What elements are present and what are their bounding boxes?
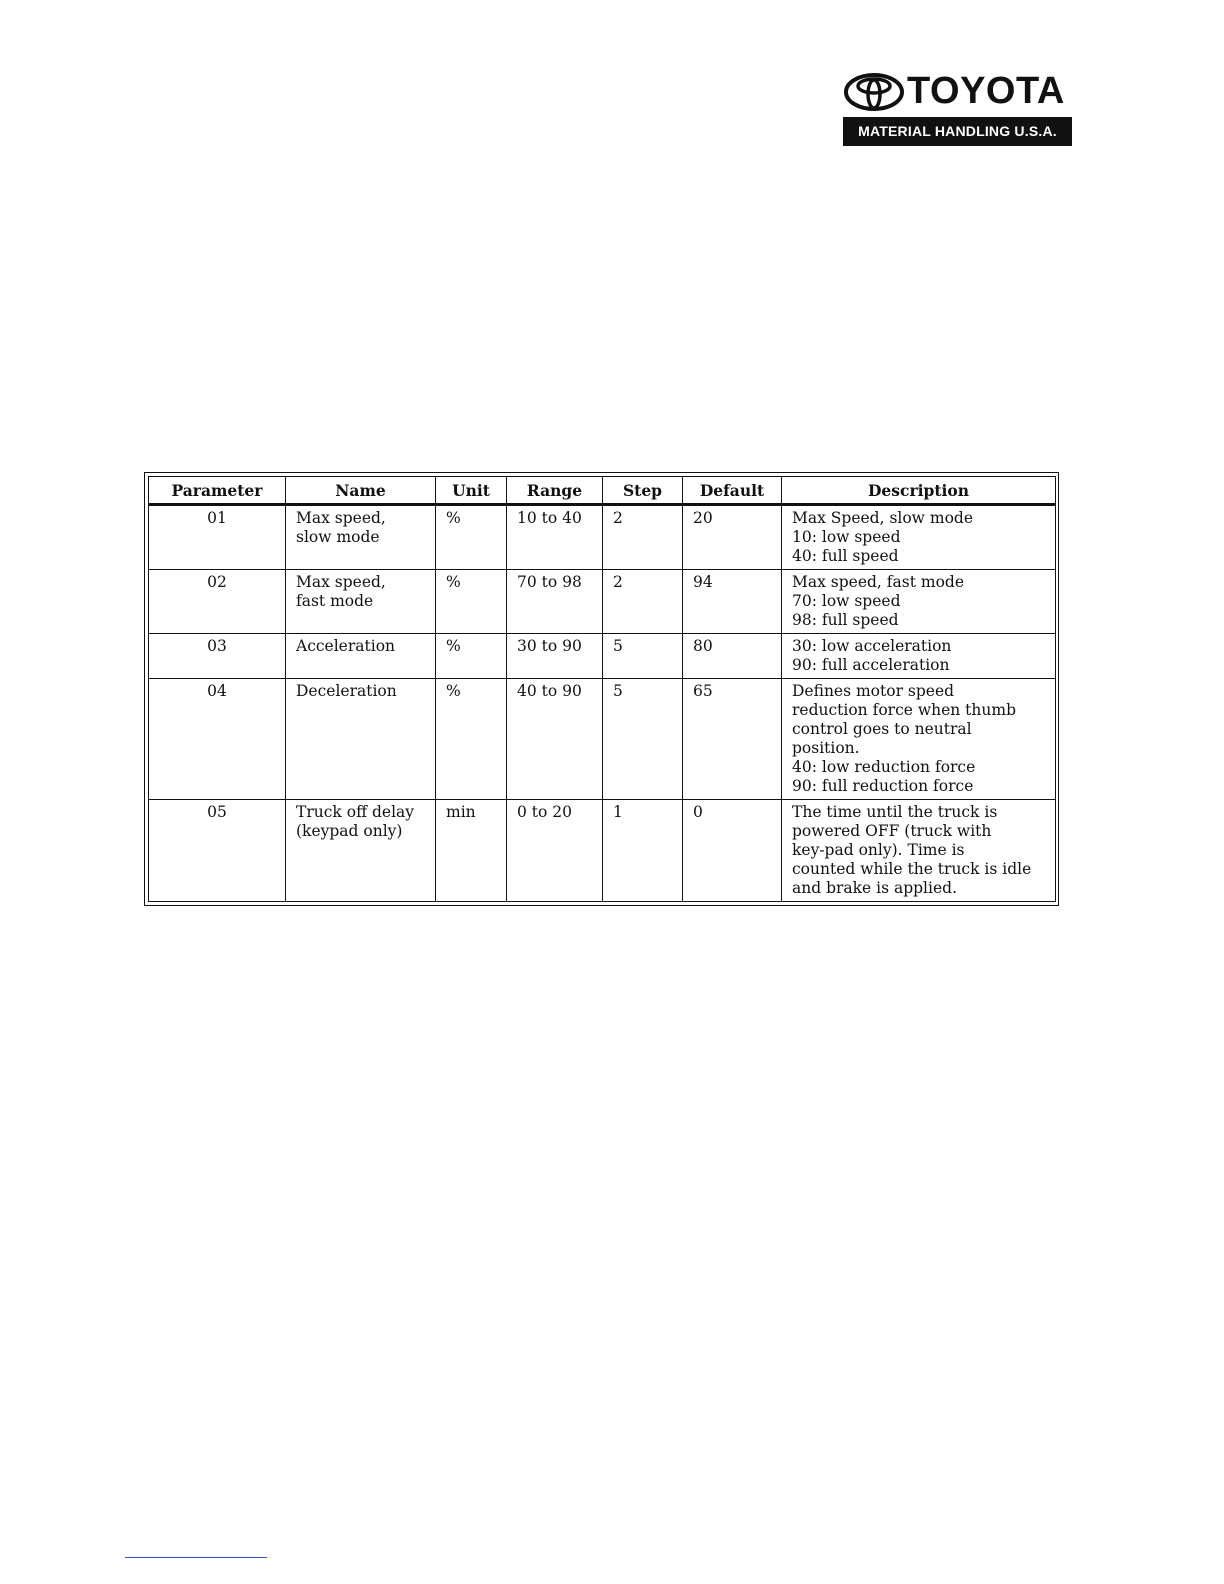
- parameter-table: [144, 472, 1059, 906]
- cell-description: [782, 505, 1056, 570]
- cell-description-line: The time until the truck is: [792, 803, 998, 821]
- cell-name: [286, 634, 436, 679]
- cell-description: [782, 679, 1056, 800]
- cell-description-line: 10: low speed: [792, 528, 901, 546]
- table-row: [149, 634, 1056, 679]
- cell-default: 0: [683, 800, 782, 902]
- cell-range: 40 to 90: [507, 679, 603, 800]
- cell-description-line: Max speed, fast mode: [792, 573, 964, 591]
- column-header-step: Step: [603, 477, 683, 505]
- column-header-name: Name: [286, 477, 436, 505]
- logo-tagline: MATERIAL HANDLING U.S.A.: [843, 117, 1072, 146]
- cell-description-line: and brake is applied.: [792, 879, 957, 897]
- cell-unit: %: [436, 679, 507, 800]
- cell-parameter: 05: [149, 800, 286, 902]
- cell-range: 0 to 20: [507, 800, 603, 902]
- cell-name: [286, 679, 436, 800]
- column-header-range: Range: [507, 477, 603, 505]
- table-header-row: [149, 477, 1056, 505]
- cell-description: [782, 634, 1056, 679]
- parameter-table-grid: [148, 476, 1056, 902]
- cell-parameter: 03: [149, 634, 286, 679]
- cell-description-line: 90: full acceleration: [792, 656, 950, 674]
- cell-name-line: slow mode: [296, 528, 380, 546]
- cell-name: [286, 505, 436, 570]
- cell-unit: %: [436, 505, 507, 570]
- column-header-default: Default: [683, 477, 782, 505]
- cell-description-line: key-pad only). Time is: [792, 841, 965, 859]
- logo-top: [843, 68, 1072, 114]
- cell-step: 2: [603, 570, 683, 634]
- cell-unit: %: [436, 634, 507, 679]
- cell-default: 94: [683, 570, 782, 634]
- cell-default: 65: [683, 679, 782, 800]
- cell-name-line: Deceleration: [296, 682, 397, 700]
- table-row: [149, 505, 1056, 570]
- cell-description: [782, 800, 1056, 902]
- cell-range: 30 to 90: [507, 634, 603, 679]
- cell-description-line: 30: low acceleration: [792, 637, 952, 655]
- cell-description-line: control goes to neutral: [792, 720, 972, 738]
- column-header-unit: Unit: [436, 477, 507, 505]
- cell-parameter: 01: [149, 505, 286, 570]
- table-row: [149, 570, 1056, 634]
- cell-default: 20: [683, 505, 782, 570]
- cell-description-line: Max Speed, slow mode: [792, 509, 974, 527]
- cell-description-line: powered OFF (truck with: [792, 822, 992, 840]
- cell-description-line: 40: full speed: [792, 547, 899, 565]
- cell-step: 2: [603, 505, 683, 570]
- cell-unit: min: [436, 800, 507, 902]
- cell-range: 10 to 40: [507, 505, 603, 570]
- column-header-description: Description: [782, 477, 1056, 505]
- table-row: [149, 800, 1056, 902]
- cell-description-line: counted while the truck is idle: [792, 860, 1032, 878]
- toyota-logo: [843, 68, 1072, 146]
- cell-name-line: Acceleration: [296, 637, 396, 655]
- cell-name-line: Max speed,: [296, 509, 386, 527]
- cell-name-line: fast mode: [296, 592, 374, 610]
- cell-parameter: 04: [149, 679, 286, 800]
- cell-description: [782, 570, 1056, 634]
- cell-description-line: 40: low reduction force: [792, 758, 976, 776]
- logo-wordmark: TOYOTA: [907, 70, 1065, 112]
- cell-step: 5: [603, 679, 683, 800]
- cell-name-line: (keypad only): [296, 822, 403, 840]
- cell-description-line: Defines motor speed: [792, 682, 955, 700]
- cell-default: 80: [683, 634, 782, 679]
- cell-name-line: Max speed,: [296, 573, 386, 591]
- cell-name: [286, 800, 436, 902]
- toyota-emblem-icon: [843, 72, 905, 112]
- table-row: [149, 679, 1056, 800]
- cell-description-line: reduction force when thumb: [792, 701, 1017, 719]
- cell-description-line: 90: full reduction force: [792, 777, 974, 795]
- cell-description-line: 70: low speed: [792, 592, 901, 610]
- cell-range: 70 to 98: [507, 570, 603, 634]
- cell-unit: %: [436, 570, 507, 634]
- cell-parameter: 02: [149, 570, 286, 634]
- cell-description-line: 98: full speed: [792, 611, 899, 629]
- cell-name: [286, 570, 436, 634]
- footnote-separator: [125, 1557, 267, 1558]
- cell-description-line: position.: [792, 739, 860, 757]
- cell-step: 5: [603, 634, 683, 679]
- column-header-parameter: Parameter: [149, 477, 286, 505]
- cell-name-line: Truck off delay: [296, 803, 415, 821]
- cell-step: 1: [603, 800, 683, 902]
